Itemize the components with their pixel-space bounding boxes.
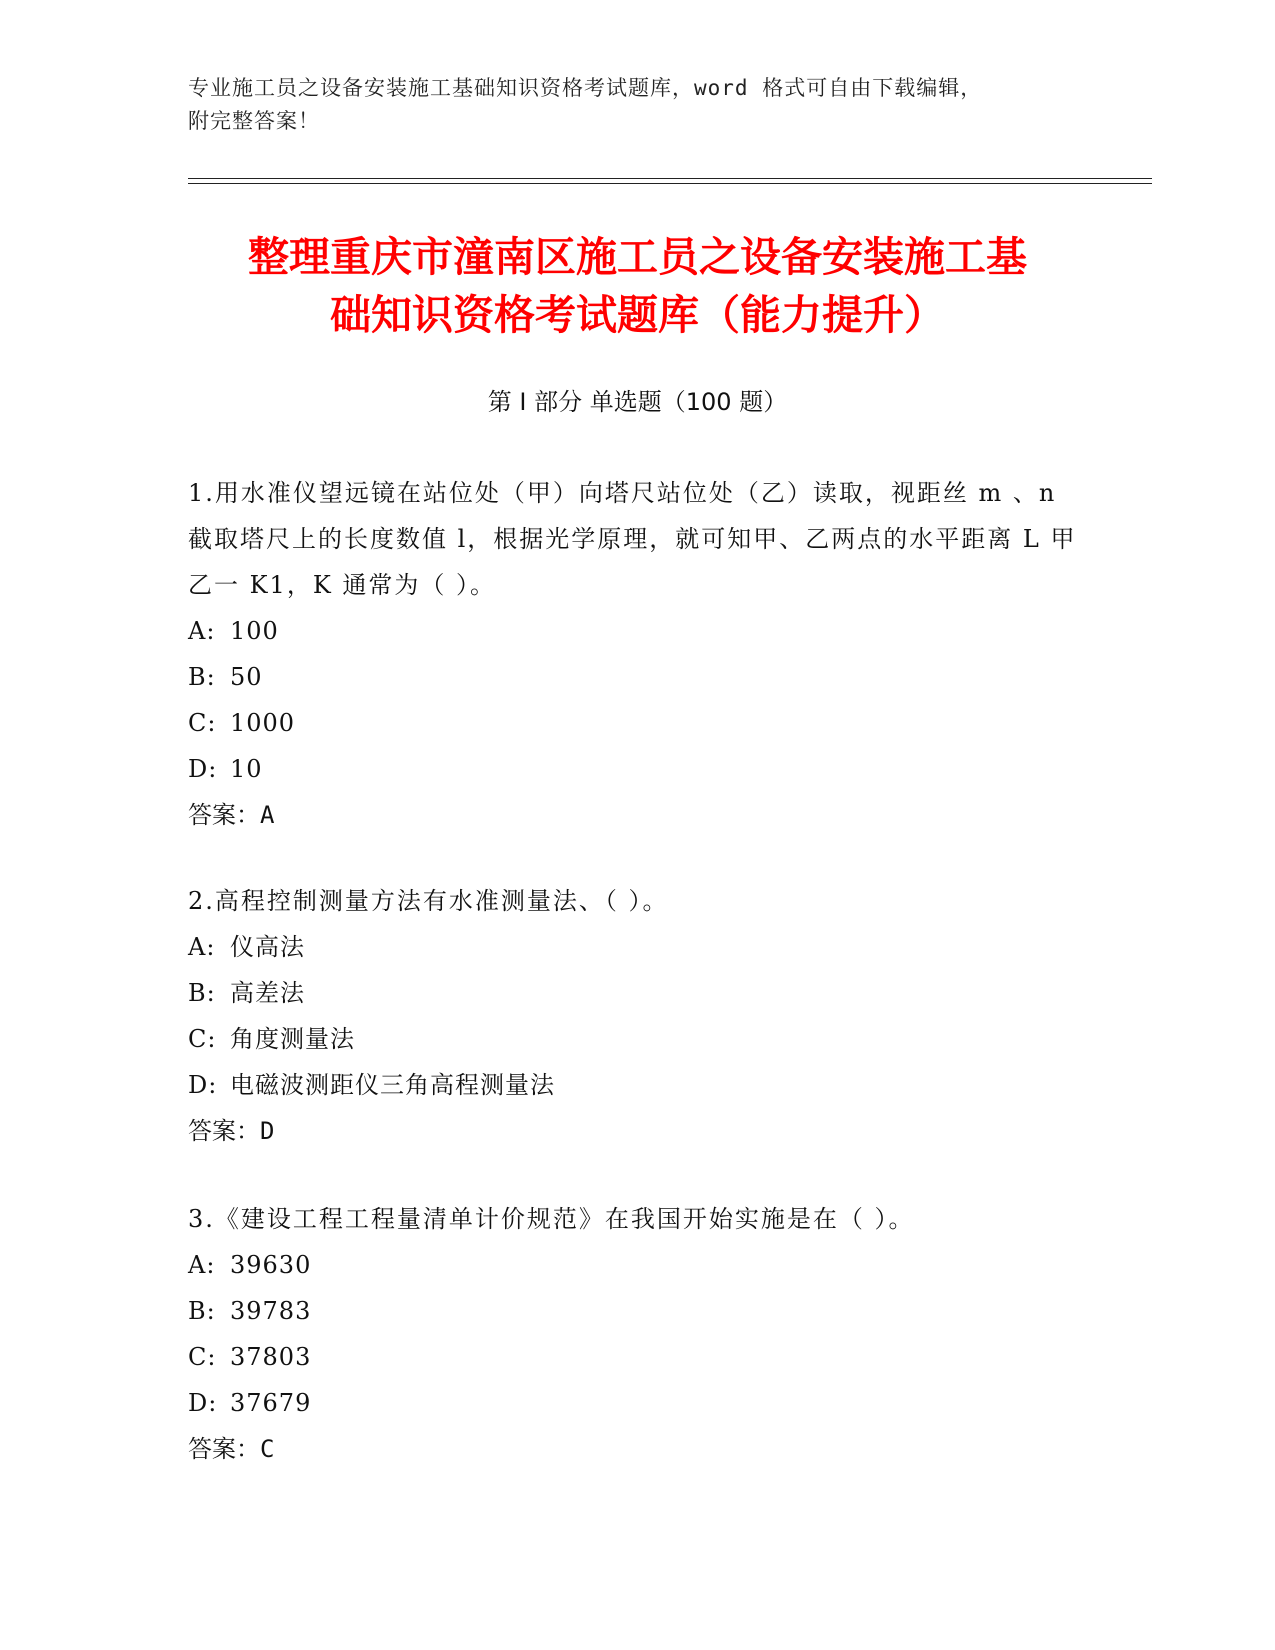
question-option [188, 700, 1088, 746]
question-option [188, 970, 1088, 1016]
header-divider-bottom [188, 183, 1152, 184]
header-note [188, 72, 1088, 138]
document-title-line-1: 整理重庆市潼南区施工员之设备安装施工基 [248, 233, 1027, 281]
option-letter: A: [188, 1251, 216, 1279]
option-text: 100 [230, 617, 279, 645]
option-letter: B: [188, 1297, 216, 1325]
option-text: 1000 [230, 709, 296, 737]
option-text: 39783 [230, 1297, 312, 1325]
option-text: 39630 [230, 1251, 312, 1279]
question-answer: 答案：D [188, 1117, 275, 1145]
option-text: 37679 [230, 1389, 312, 1417]
question-stem: 1.用水准仪望远镜在站位处（甲）向塔尺站位处（乙）读取，视距丝 m 、n 截取塔尺上的长度数值 l，根据光学原理，就可知甲、乙两点的水平距离 L 甲乙一 K1，K 通常为（ ）。 [188, 479, 1077, 599]
document-title-line-2: 础知识资格考试题库（能力提升） [330, 291, 945, 339]
option-letter: D: [188, 755, 218, 783]
option-text: 10 [230, 755, 263, 783]
section-heading: 第 I 部分 单选题（100 题） [487, 388, 788, 416]
option-letter: C: [188, 1343, 217, 1371]
option-letter: B: [188, 979, 216, 1007]
option-letter: A: [188, 933, 216, 961]
question-answer: 答案：A [188, 801, 275, 829]
option-text: 角度测量法 [230, 1025, 355, 1053]
option-text: 高差法 [230, 979, 305, 1007]
option-text: 37803 [230, 1343, 312, 1371]
question-option [188, 608, 1088, 654]
question-answer: 答案：C [188, 1435, 275, 1463]
question-item [188, 1196, 1088, 1472]
header-note-line-1: 专业施工员之设备安装施工基础知识资格考试题库，word 格式可自由下载编辑， [188, 76, 983, 100]
question-option [188, 1380, 1088, 1426]
header-divider-top [188, 178, 1152, 179]
question-option [188, 746, 1088, 792]
option-letter: C: [188, 709, 217, 737]
question-stem: 3.《建设工程工程量清单计价规范》在我国开始实施是在（ ）。 [188, 1205, 915, 1233]
option-text: 50 [230, 663, 263, 691]
header-note-line-2: 附完整答案！ [188, 109, 320, 133]
question-option [188, 1334, 1088, 1380]
question-item [188, 470, 1088, 838]
option-letter: D: [188, 1071, 218, 1099]
document-title [150, 228, 1125, 344]
question-stem: 2.高程控制测量方法有水准测量法、（ ）。 [188, 887, 669, 915]
question-option [188, 1016, 1088, 1062]
question-option [188, 1242, 1088, 1288]
question-item [188, 878, 1088, 1154]
option-letter: B: [188, 663, 216, 691]
question-option [188, 1288, 1088, 1334]
option-text: 电磁波测距仪三角高程测量法 [230, 1071, 555, 1099]
question-option [188, 654, 1088, 700]
question-option [188, 1062, 1088, 1108]
option-letter: A: [188, 617, 216, 645]
option-letter: C: [188, 1025, 217, 1053]
question-option [188, 924, 1088, 970]
option-letter: D: [188, 1389, 218, 1417]
option-text: 仪高法 [230, 933, 305, 961]
